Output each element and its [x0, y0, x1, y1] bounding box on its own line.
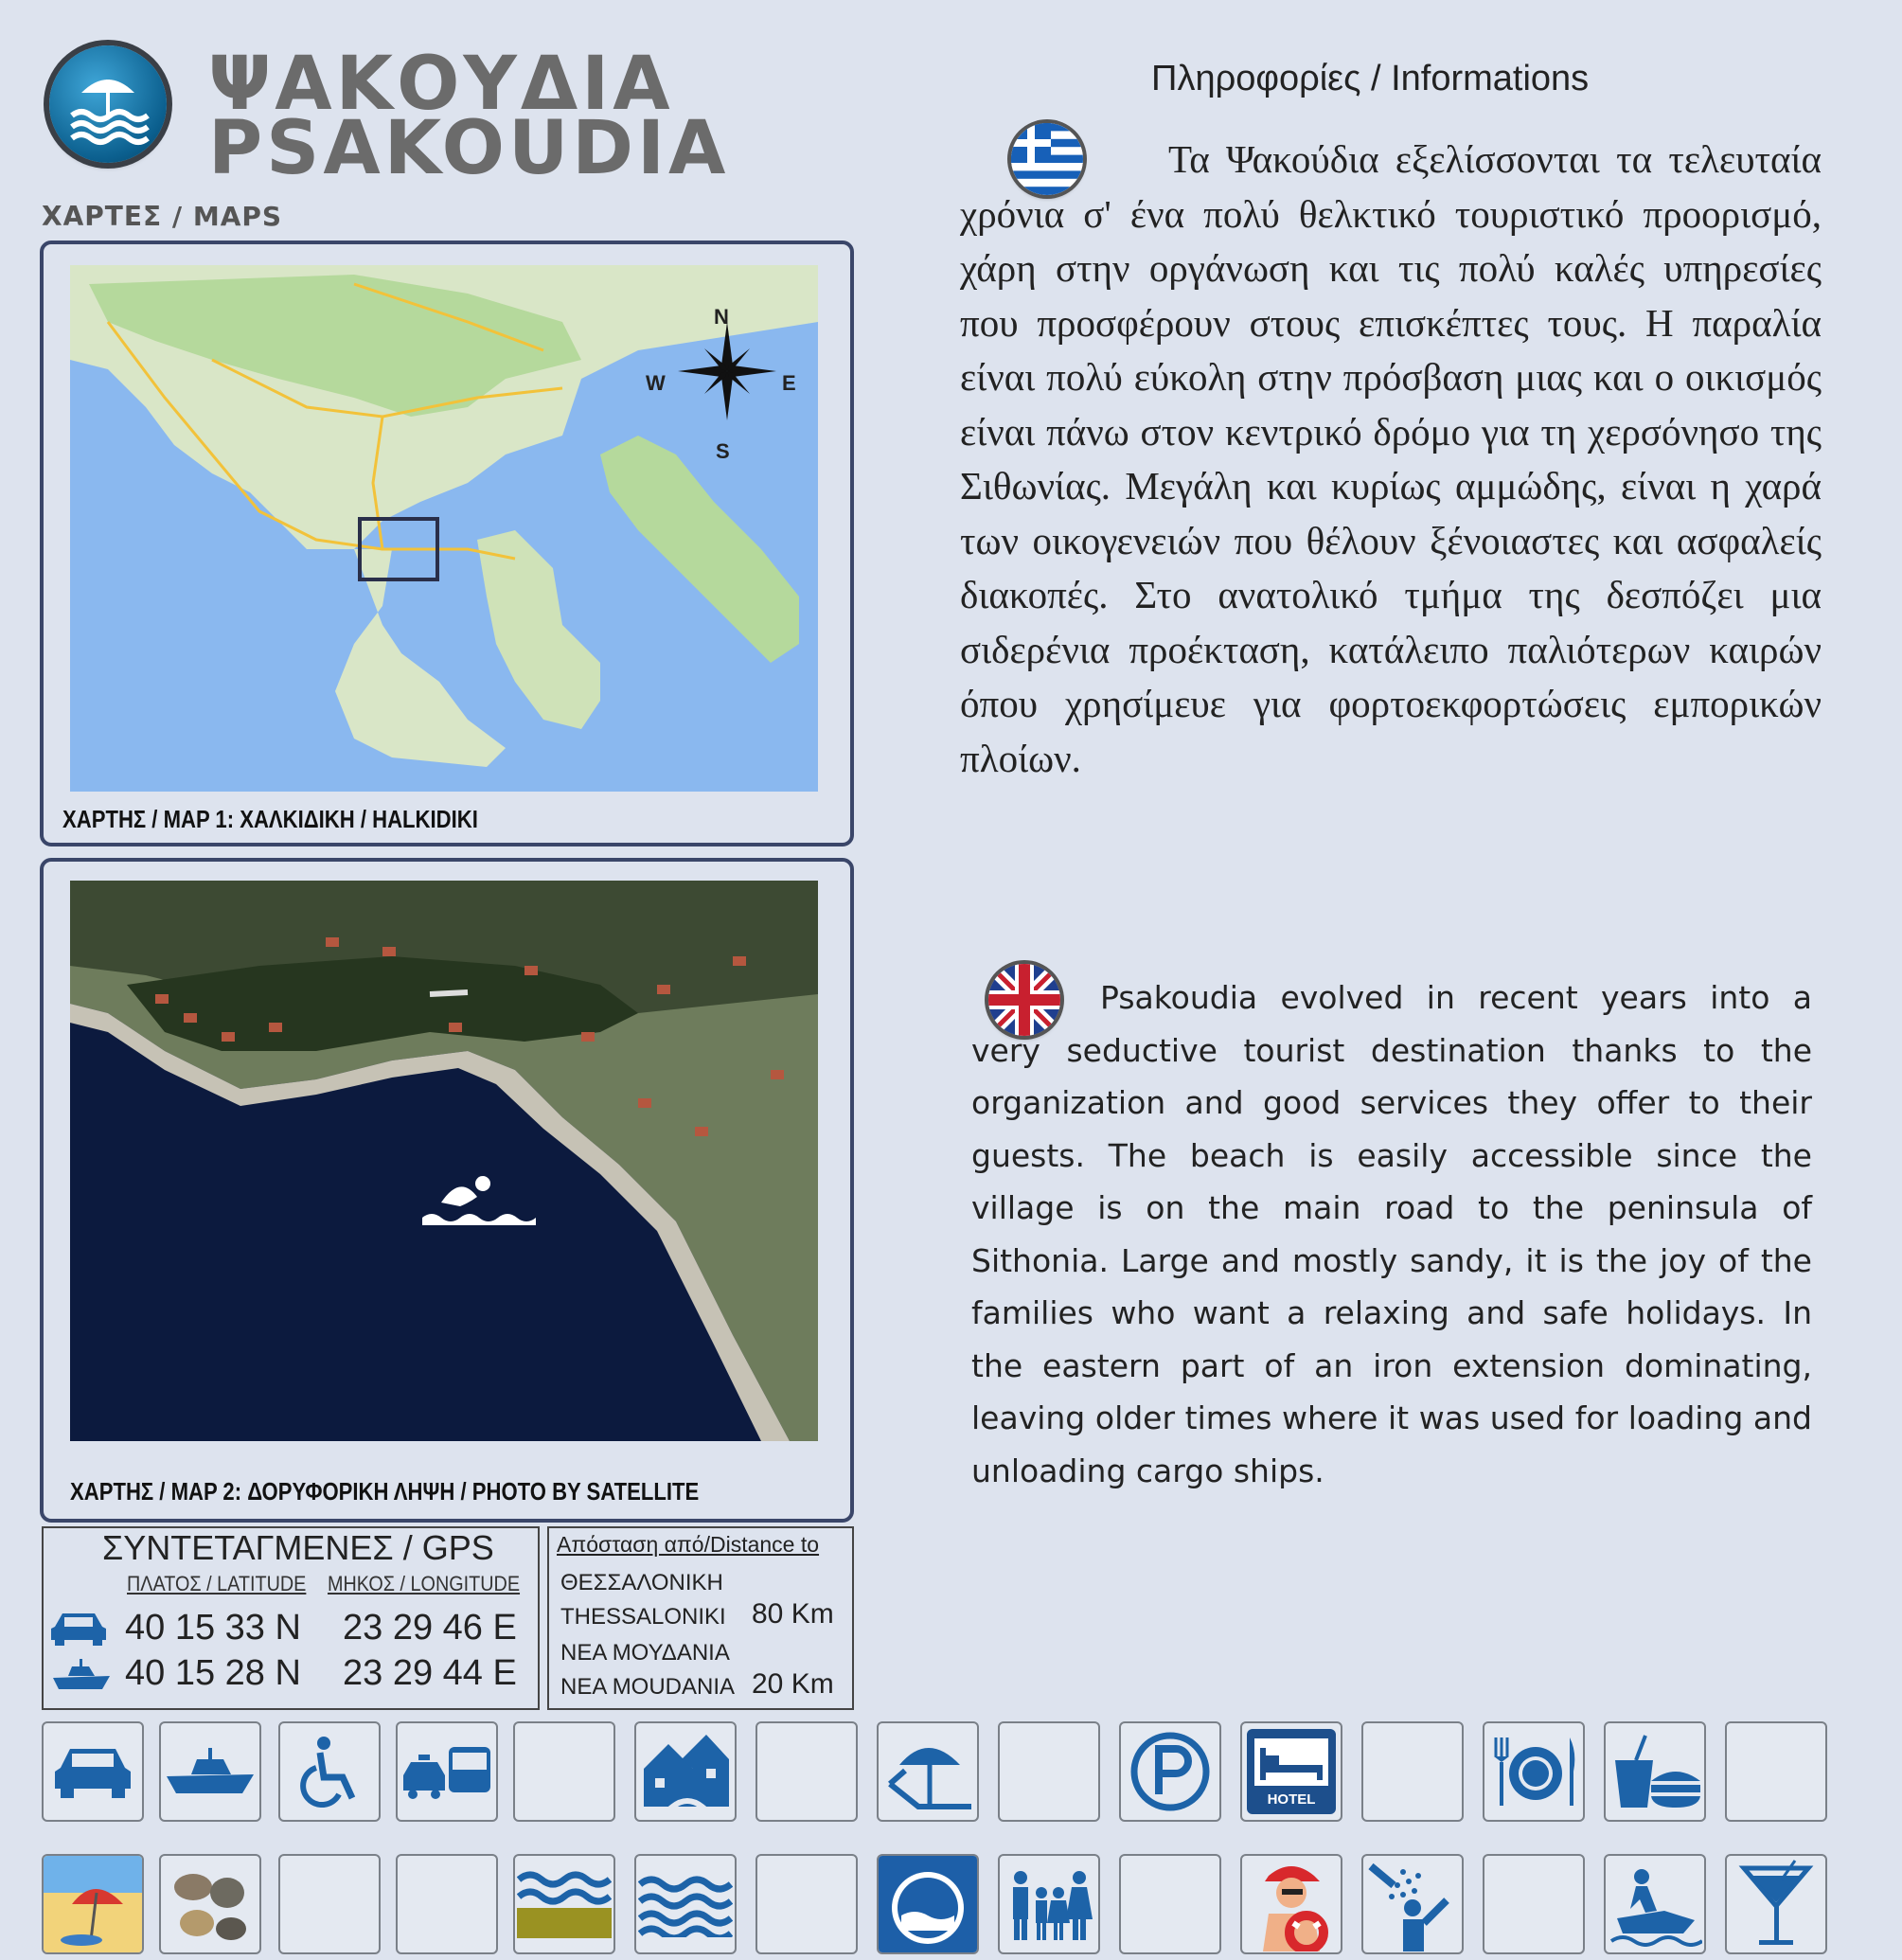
- facility-empty-tile: [513, 1721, 615, 1822]
- greek-description: Τα Ψακούδια εξελίσσονται τα τελευταία χρόνια σ' ένα πολύ θελκτικό τουριστικό προορισμό, χάρη στην οργάνωση και τις πολύ καλές υπηρεσίες που προσφέρουν στους επισκέπτες τους. Η παραλία είναι πολύ εύκολη στην πρόσβαση μιας και ο οικισμός είναι πάνω στον κεντρικό δρόμο για τη χερσόνησο της Σιθωνίας. Μεγάλη και κυρίως αμμώδης, είναι η χαρά των οικογενειών που θέλουν ξένοιαστες και ασφαλείς διακοπές. Στο ανατολικό τμήμα της δεσπόζει μια σιδερένια προέκταση, κατάλειπο παλιότερων καιρών όπου χρησίμευε για φορτοεκφορτώσεις εμπορικών πλοίων.: [960, 137, 1822, 780]
- facility-empty-tile: [396, 1854, 498, 1954]
- distance-km: 20 Km: [752, 1668, 834, 1700]
- facility-empty-tile: [755, 1854, 858, 1954]
- facility-calm-sea-tile[interactable]: [634, 1854, 737, 1954]
- calm-sea-icon: [638, 1871, 733, 1937]
- facility-hotel-tile[interactable]: [1240, 1721, 1342, 1822]
- hotel-icon: [1247, 1729, 1336, 1814]
- hotel-label: HOTEL: [1267, 1791, 1316, 1808]
- map1-caption: ΧΑΡΤΗΣ / MAP 1: ΧΑΛΚΙΔΙΚΗ / HALKIDIKI: [62, 805, 478, 833]
- facility-taxi-bus-tile[interactable]: [396, 1721, 498, 1822]
- jet-ski-icon: [1608, 1862, 1702, 1947]
- facility-houses-tile[interactable]: [634, 1721, 737, 1822]
- facility-wheelchair-tile[interactable]: [278, 1721, 381, 1822]
- facility-fast-food-tile[interactable]: [1604, 1721, 1706, 1822]
- distance-place-en: THESSALONIKI: [560, 1604, 726, 1630]
- facility-blue-flag-tile[interactable]: [877, 1854, 979, 1954]
- car-icon: [49, 1610, 108, 1648]
- taxi-bus-icon: [401, 1743, 492, 1800]
- pebbles-icon: [165, 1859, 256, 1950]
- halkidiki-map[interactable]: [70, 265, 818, 792]
- boat-icon: [51, 1657, 112, 1691]
- facility-lifeguard-tile[interactable]: [1240, 1854, 1342, 1954]
- family-icon: [1004, 1866, 1094, 1942]
- umbrella-lounger-icon: [880, 1731, 975, 1812]
- distance-place-gr: ΝΕΑ ΜΟΥΔΑΝΙΑ: [560, 1640, 730, 1666]
- satellite-map[interactable]: [70, 881, 818, 1441]
- facility-empty-tile: [278, 1854, 381, 1954]
- facility-restaurant-tile[interactable]: [1483, 1721, 1585, 1822]
- cocktail-icon: [1738, 1859, 1814, 1950]
- sandy-beach-icon: [44, 1855, 142, 1953]
- compass-north: N: [714, 305, 729, 329]
- shower-icon: [1365, 1857, 1460, 1951]
- facility-car-tile[interactable]: [42, 1721, 144, 1822]
- facility-empty-tile: [1725, 1721, 1827, 1822]
- distance-km: 80 Km: [752, 1598, 834, 1630]
- facility-shower-tile[interactable]: [1361, 1854, 1464, 1954]
- facility-sandy-beach-tile[interactable]: [42, 1854, 144, 1954]
- compass-south: S: [716, 439, 730, 463]
- distance-place-gr: ΘΕΣΣΑΛΟΝΙΚΗ: [560, 1570, 723, 1595]
- facility-sea-sand-tile[interactable]: [513, 1854, 615, 1954]
- boat-longitude: 23 29 44 E: [343, 1653, 517, 1693]
- facility-cocktail-tile[interactable]: [1725, 1854, 1827, 1954]
- facility-pebbles-tile[interactable]: [159, 1854, 261, 1954]
- sea-sand-icon: [517, 1866, 612, 1942]
- facility-empty-tile: [1483, 1854, 1585, 1954]
- houses-icon: [640, 1731, 731, 1812]
- car-longitude: 23 29 46 E: [343, 1608, 517, 1648]
- english-description: Psakoudia evolved in recent years into a very seductive tourist destination thanks to the organization and good services they offer to their guests. The beach is easily accessible since the village is on the main road to the peninsula of Sithonia. Large and mostly sandy, it is the joy of the families who want a relaxing and safe holidays. In the eastern part of an iron extension dominating, leaving older times where it was used for loading and unloading cargo ships.: [971, 979, 1812, 1489]
- page-title-latin: PSAKOUDIA: [208, 106, 730, 191]
- facility-empty-tile: [998, 1721, 1100, 1822]
- facility-empty-tile: [755, 1721, 858, 1822]
- blue-flag-icon: [879, 1855, 977, 1953]
- latitude-header: ΠΛΑΤΟΣ / LATITUDE: [127, 1572, 307, 1595]
- distance-place-en: NEA MOUDANIA: [560, 1674, 736, 1700]
- parking-icon: [1129, 1730, 1212, 1813]
- facility-parking-tile[interactable]: [1119, 1721, 1221, 1822]
- maps-section-label: ΧΑΡΤΕΣ / MAPS: [42, 201, 283, 232]
- facility-empty-tile: [1119, 1854, 1221, 1954]
- boat-icon: [165, 1748, 256, 1795]
- compass-east: E: [782, 371, 796, 395]
- facility-empty-tile: [1361, 1721, 1464, 1822]
- car-icon: [53, 1743, 133, 1800]
- map2-caption: ΧΑΡΤΗΣ / MAP 2: ΔΟΡΥΦΟΡΙΚΗ ΛΗΨΗ / PHOTO BY SATELLITE: [70, 1477, 700, 1506]
- wheelchair-icon: [299, 1736, 360, 1808]
- facility-family-tile[interactable]: [998, 1854, 1100, 1954]
- distance-title: Απόσταση από/Distance to: [557, 1532, 820, 1557]
- compass-west: W: [646, 371, 666, 395]
- car-latitude: 40 15 33 N: [125, 1608, 301, 1648]
- gps-title: ΣΥΝΤΕΤΑΓΜΕΝΕΣ / GPS: [102, 1528, 494, 1567]
- longitude-header: ΜΗΚΟΣ / LONGITUDE: [328, 1572, 521, 1595]
- beach-logo-icon: [49, 45, 167, 163]
- info-heading: Πληροφορίες / Informations: [1151, 59, 1590, 98]
- fast-food-icon: [1608, 1732, 1702, 1811]
- swimmer-icon: [422, 1165, 536, 1231]
- facility-umbrella-tile[interactable]: [877, 1721, 979, 1822]
- page-title-greek: ΨΑΚΟΥΔΙΑ: [208, 42, 674, 127]
- boat-latitude: 40 15 28 N: [125, 1653, 301, 1693]
- facility-jet-ski-tile[interactable]: [1604, 1854, 1706, 1954]
- facility-boat-tile[interactable]: [159, 1721, 261, 1822]
- lifeguard-icon: [1244, 1857, 1339, 1951]
- restaurant-icon: [1486, 1734, 1581, 1809]
